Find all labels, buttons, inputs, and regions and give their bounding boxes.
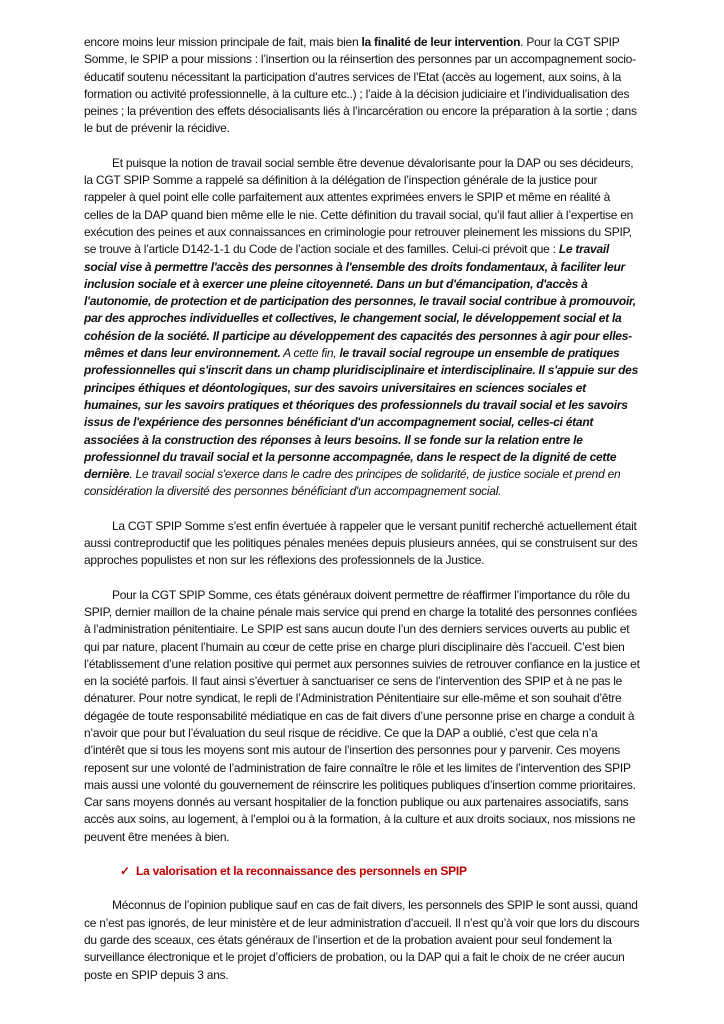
quote-definition-end: . Le travail social s'exerce dans le cadre des principes de solidarité, de justice sociale et prend en considération la diversité des personnes bénéficiant d'un accompagnement social. [84, 467, 621, 499]
paragraph-role-spip: Pour la CGT SPIP Somme, ces états généraux doivent permettre de réaffirmer l’importance du rôle du SPIP, dernier maillon de la chaine pénale mais service qui prend en charge la totalité des personnes confiées à l’administration pénitentiaire. Le SPIP est sans aucun doute l’un des derniers services ouverts au public et qui par nature, placent l’humain au cœur de cette prise en charge pluri disciplinaire dès l’accueil. C’est bien l’établissement d’une relation positive qui permet aux personnes suivies de retrouver confiance en la justice et en la société parfois. Il faut ainsi s’évertuer à sanctuariser ce sens de l’intervention des SPIP et à ne pas le dénaturer. Pour notre syndicat, le repli de l’Administration Pénitentiaire sur elle-même et son souhait d’être dégagée de toute responsabilité médiatique en cas de fait divers d’une personne prise en charge a conduit à n’avoir que pour but l’évaluation du seul risque de récidive. Ce que la DAP a oublié, c’est que cela n’a d’intérêt que si tous les moyens sont mis autour de l’insertion des personnes pour y parvenir. Ces moyens reposent sur une volonté de l’administration de faire connaître le rôle et les limites de l’intervention des SPIP mais aussi une volonté du gouvernement de réinscrire les politiques publiques d’insertion comme prioritaires. Car sans moyens donnés au versant hospitalier de la fonction publique ou aux partenaires associatifs, sans accès aux soins, au logement, à l’emploi ou à la formation, à la culture et aux droits sociaux, nos missions ne peuvent être menées à bien. [84, 587, 640, 844]
paragraph-missions-emphasis: la finalité de leur intervention [361, 35, 521, 49]
paragraph-travail-social-intro: Et puisque la notion de travail social semble être devenue dévalorisante pour la DAP ou ses décideurs, la CGT SPIP Somme a rappelé sa définition à la délégation de l’inspection générale de la justice pour rappeler à quel point elle colle parfaitement aux attentes exprimées envers le SPIP et même en réalité à celles de la DAP quand bien même elle le nie. Cette définition du travail social, qu’il faut allier à l’expertise en exécution des peines et aux connaissances en criminologie pour retrouver pleinement les missions du SPIP, se trouve à l’article D142-1-1 du Code de l’action sociale et des familles. Celui-ci prévoit que : [84, 155, 634, 257]
quote-a-cette-fin: A cette fin, [280, 346, 337, 361]
quote-definition-part2: le travail social regroupe un ensemble de pratiques professionnelles qui s'inscrit dans un champ pluridisciplinaire et interdisciplinaire. Il s'appuie sur des principes éthiques et déontologiques, sur des savoirs universitaires en sciences sociales et humaines, sur les savoirs pratiques et théoriques des professionnels du travail social et les savoirs issus de l'expérience des personnes bénéficiant d'un accompagnement social, celles-ci étant associées à la construction des réponses à leurs besoins. Il se fonde sur la relation entre le professionnel du travail social et la personne accompagnée, dans le respect de la dignité de cette dernière [84, 346, 639, 482]
checkmark-icon: ✓ [120, 864, 130, 879]
section-heading-text: La valorisation et la reconnaissance des personnels en SPIP [136, 864, 467, 879]
paragraph-travail-social [84, 155, 640, 501]
section-heading [84, 863, 640, 880]
paragraph-missions [84, 34, 640, 138]
paragraph-missions-start: encore moins leur mission principale de fait, mais bien [84, 35, 362, 49]
quote-definition-part1: Le travail social vise à permettre l'accès des personnes à l'ensemble des droits fondamentaux, à faciliter leur inclusion sociale et à exercer une pleine citoyenneté. Dans un but d'émancipation, d'accès à l'autonomie, de protection et de participation des personnes, le travail social contribue à promouvoir, par des approches individuelles et collectives, le changement social, le développement social et la cohésion de la société. Il participe au développement des capacités des personnes à agir pour elles-mêmes et dans leur environnement. [84, 242, 636, 361]
paragraph-versant-punitif: La CGT SPIP Somme s’est enfin évertuée à rappeler que le versant punitif recherché actuellement était aussi contreproductif que les politiques pénales menées depuis plusieurs années, qui se construisent sur des approches populistes et non sur les réflexions des professionnels de la Justice. [84, 518, 638, 568]
paragraph-missions-rest: . Pour la CGT SPIP Somme, le SPIP a pour missions : l’insertion ou la réinsertion des personnes par un accompagnement socio-éducatif soutenu nécessitant la participation d’autres services de l’Etat (accès au logement, aux soins, à la formation ou activité professionnelle, à la culture etc..) ; l’aide à la décision judiciaire et l’individualisation des peines ; la prévention des effets désocialisants liés à l’incarcération ou encore la préparation à la sortie ; dans le but de prévenir la récidive. [84, 35, 637, 136]
paragraph-personnels: Méconnus de l’opinion publique sauf en cas de fait divers, les personnels des SPIP le sont aussi, quand ce n’est pas ignorés, de leur ministère et de leur administration d’accueil. Il n’est qu’à voir que lors du discours du garde des sceaux, ces états généraux de l’insertion et de la probation avaient pour seul fondement la surveillance électronique et le projet d’officiers de probation, ou la DAP qui a fait le choix de ne créer aucun poste en SPIP depuis 3 ans. [84, 898, 640, 982]
